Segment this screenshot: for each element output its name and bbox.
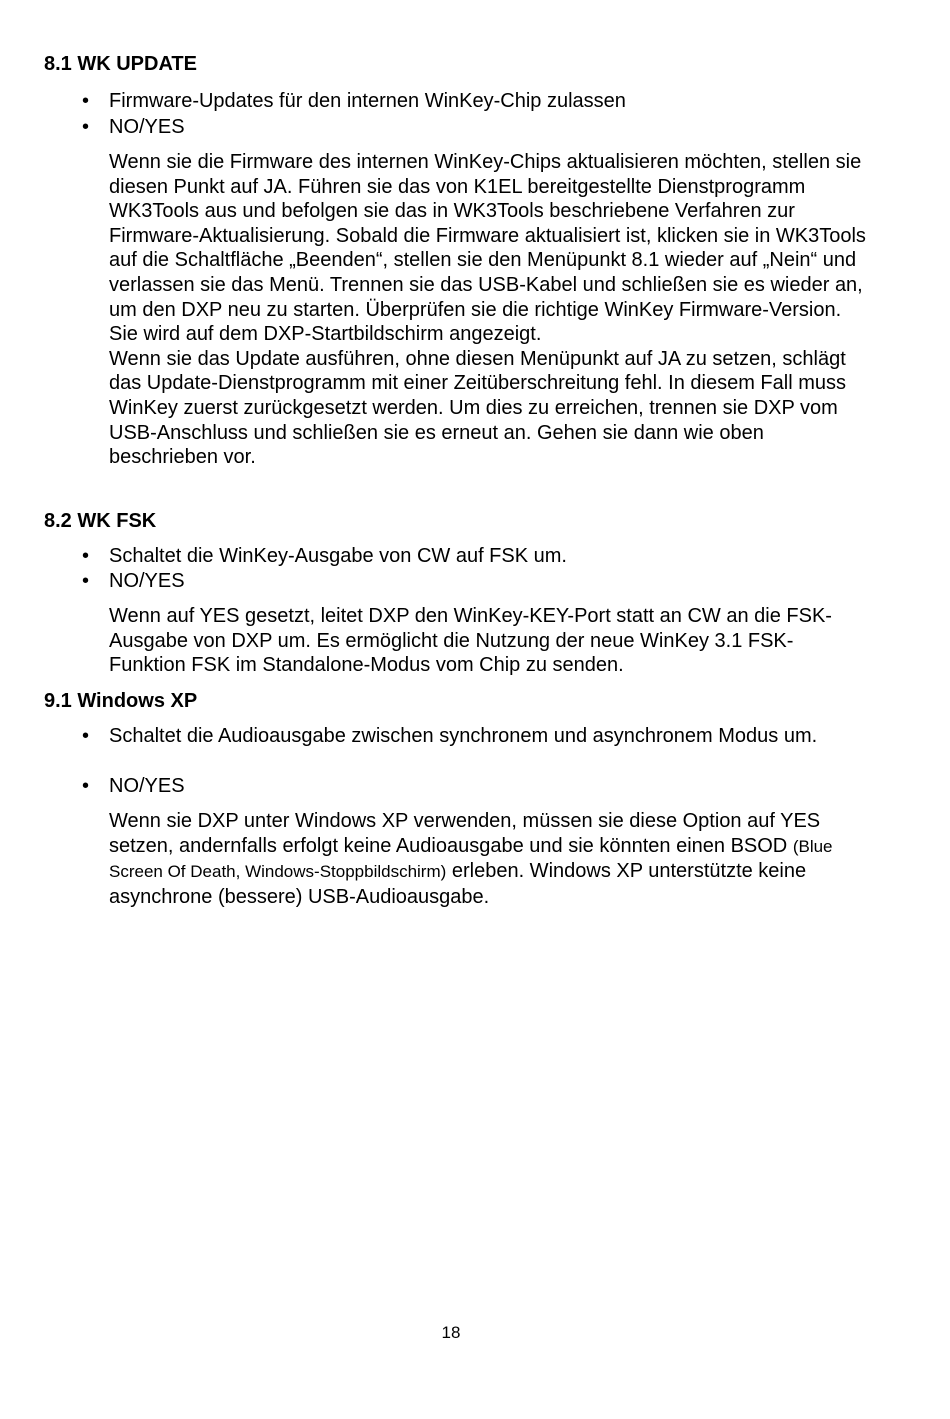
section-heading-wk-fsk: 8.2 WK FSK [44,510,157,532]
bullet-text: Schaltet die Audioausgabe zwischen synchronem und asynchronem Modus um. [109,725,818,747]
bullet-text: NO/YES [109,570,185,592]
body-paragraph [109,809,869,909]
section-body [109,150,869,470]
bullet-icon: • [82,90,90,112]
section-heading-windows-xp: 9.1 Windows XP [44,690,198,712]
body-paragraph: Wenn sie das Update ausführen, ohne diesen Menüpunkt auf JA zu setzen, schlägt das Update-Dienstprogramm mit einer Zeitüberschreitung fehl. In diesem Fall muss WinKey zuerst zurückgesetzt werden. Um dies zu erreichen, trennen sie DXP vom USB-Anschluss und schließen sie es erneut an. Gehen sie dann wie oben beschrieben vor. [109,347,846,469]
section-body [109,604,869,678]
body-text-small: (Blue Screen Of Death, Windows-Stoppbildschirm) [109,836,833,882]
bullet-item [82,544,846,569]
body-paragraph: Wenn sie die Firmware des internen WinKey-Chips aktualisieren möchten, stellen sie diesen Punkt auf JA. Führen sie das von K1EL bereitgestellte Dienstprogramm WK3Tools aus und befolgen sie das in WK3Tools beschriebene Verfahren zur Firmware-Aktualisierung. Sobald die Firmware aktualisiert ist, klicken sie in WK3Tools auf die Schaltfläche „Beenden“, stellen sie den Menüpunkt 8.1 wieder auf „Nein“ und verlassen sie das Menü. Trennen sie das USB-Kabel und schließen sie es wieder an, um den DXP neu zu starten. Überprüfen sie die richtige WinKey Firmware-Version. Sie wird auf dem DXP-Startbildschirm angezeigt. [109,151,866,346]
bullet-icon: • [82,116,90,138]
bullet-item [82,89,846,114]
bullet-text: NO/YES [109,775,185,797]
bullet-text: Firmware-Updates für den internen WinKey-Chip zulassen [109,90,626,112]
body-text: erleben. Windows XP unterstützte keine asynchrone (bessere) USB-Audioausgabe. [109,860,807,908]
bullet-text: Schaltet die WinKey-Ausgabe von CW auf FSK um. [109,545,567,567]
bullet-icon: • [82,545,90,567]
section-heading-wk-update: 8.1 WK UPDATE [44,53,197,75]
bullet-text: NO/YES [109,116,185,138]
body-text: Wenn sie DXP unter Windows XP verwenden, müssen sie diese Option auf YES setzen, andernfalls erfolgt keine Audioausgabe und sie könnten einen BSOD [109,810,821,857]
page-number: 18 [441,1323,461,1342]
body-paragraph: Wenn auf YES gesetzt, leitet DXP den WinKey-KEY-Port statt an CW an die FSK-Ausgabe von DXP um. Es ermöglicht die Nutzung der neue WinKey 3.1 FSK-Funktion FSK im Standalone-Modus vom Chip zu senden. [109,605,832,677]
bullet-item [82,569,846,594]
bullet-icon: • [82,725,90,747]
bullet-item [82,724,846,749]
bullet-icon: • [82,775,90,797]
bullet-item [82,774,846,799]
bullet-item [82,115,846,140]
bullet-icon: • [82,570,90,592]
section-body [109,809,869,909]
